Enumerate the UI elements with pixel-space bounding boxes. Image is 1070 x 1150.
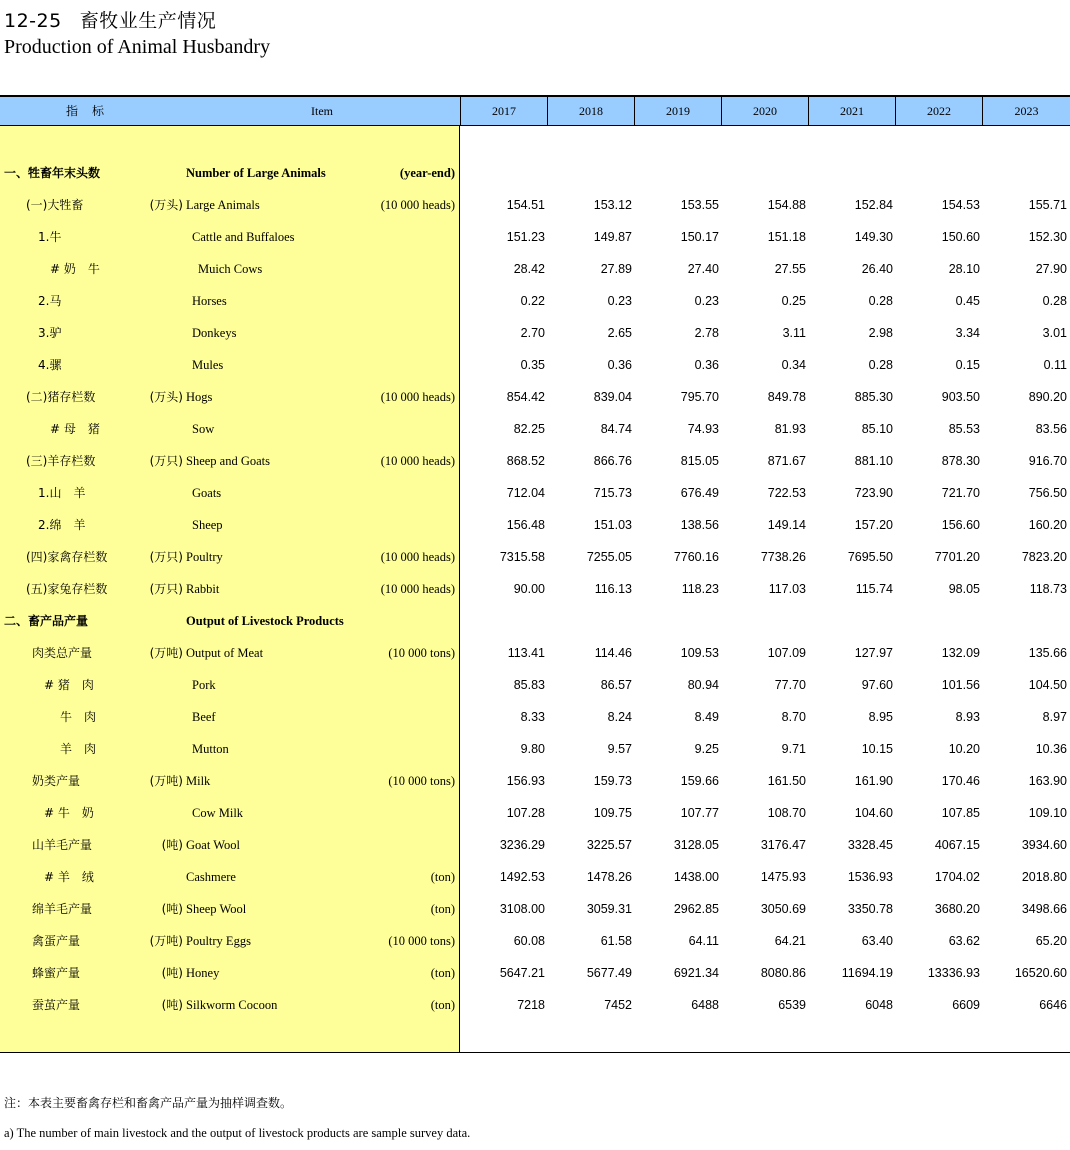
value-cell-2020: 6539 <box>778 998 806 1012</box>
value-cell-2019: 74.93 <box>687 422 719 436</box>
row-unit-en: (ton) <box>430 870 455 884</box>
row-label-en: Output of Livestock Products <box>186 614 344 628</box>
row-label-cn: # 牛 奶 <box>44 806 94 820</box>
value-cell-2020: 3176.47 <box>760 838 806 852</box>
value-cell-2020: 27.55 <box>774 262 806 276</box>
value-cell-2022: 4067.15 <box>934 838 980 852</box>
value-cell-2018: 8.24 <box>607 710 632 724</box>
value-cell-2017: 8.33 <box>520 710 545 724</box>
value-cell-2018: 114.46 <box>594 646 632 660</box>
row-unit-en: (ton) <box>430 902 455 916</box>
row-unit-en: (year-end) <box>399 166 455 180</box>
value-cell-2022: 85.53 <box>948 422 980 436</box>
table-bottom-rule <box>0 1052 1070 1053</box>
value-cell-2020: 0.25 <box>781 294 806 308</box>
value-cell-2019: 138.56 <box>680 518 719 532</box>
value-cell-2019: 0.36 <box>694 358 719 372</box>
header-year-2022: 2022 <box>895 97 982 125</box>
table-row <box>0 317 1070 349</box>
row-label-cn: 肉类总产量 <box>32 646 93 660</box>
table-row <box>0 477 1070 509</box>
row-unit-en: (10 000 tons) <box>388 646 455 660</box>
value-cell-2023: 890.20 <box>1028 390 1067 404</box>
value-cell-2022: 170.46 <box>941 774 980 788</box>
value-cell-2022: 28.10 <box>948 262 980 276</box>
value-cell-2018: 0.36 <box>607 358 632 372</box>
row-label-cn: 4.骡 <box>38 358 62 372</box>
value-cell-2019: 159.66 <box>680 774 719 788</box>
value-cell-2021: 3350.78 <box>847 902 893 916</box>
row-label-cn: (一)大牲畜 <box>26 198 84 212</box>
value-cell-2020: 1475.93 <box>760 870 806 884</box>
value-cell-2020: 154.88 <box>767 198 806 212</box>
value-cell-2017: 107.28 <box>506 806 545 820</box>
value-cell-2021: 6048 <box>865 998 893 1012</box>
value-cell-2023: 163.90 <box>1028 774 1067 788</box>
value-cell-2019: 118.23 <box>681 582 719 596</box>
value-cell-2023: 155.71 <box>1028 198 1067 212</box>
table-row <box>0 445 1070 477</box>
row-label-en: Sheep <box>192 518 223 532</box>
value-cell-2018: 3225.57 <box>586 838 632 852</box>
table-row <box>0 541 1070 573</box>
value-cell-2017: 9.80 <box>520 742 545 756</box>
value-cell-2022: 0.15 <box>955 358 980 372</box>
value-cell-2022: 1704.02 <box>934 870 980 884</box>
header-item: Item <box>184 97 460 125</box>
value-cell-2020: 161.50 <box>767 774 806 788</box>
table-row <box>0 605 1070 637</box>
row-unit-en: (10 000 heads) <box>380 454 455 468</box>
value-cell-2019: 6488 <box>691 998 719 1012</box>
header-year-2021: 2021 <box>808 97 895 125</box>
value-cell-2023: 135.66 <box>1028 646 1067 660</box>
row-label-cn: 绵羊毛产量 <box>32 902 93 916</box>
value-cell-2021: 63.40 <box>861 934 893 948</box>
value-cell-2022: 721.70 <box>941 486 980 500</box>
value-cell-2022: 154.53 <box>941 198 980 212</box>
table-row <box>0 285 1070 317</box>
table-row <box>0 829 1070 861</box>
value-cell-2022: 10.20 <box>948 742 980 756</box>
value-cell-2018: 153.12 <box>593 198 632 212</box>
value-cell-2022: 107.85 <box>941 806 980 820</box>
value-cell-2017: 868.52 <box>506 454 545 468</box>
value-cell-2017: 854.42 <box>506 390 545 404</box>
table-row <box>0 957 1070 989</box>
row-label-en: Cashmere <box>186 870 236 884</box>
value-cell-2017: 0.35 <box>520 358 545 372</box>
row-label-en: Goats <box>192 486 222 500</box>
value-cell-2023: 2018.80 <box>1021 870 1067 884</box>
value-cell-2019: 1438.00 <box>673 870 719 884</box>
table-row <box>0 637 1070 669</box>
value-cell-2018: 715.73 <box>593 486 632 500</box>
value-cell-2020: 77.70 <box>774 678 806 692</box>
value-cell-2021: 104.60 <box>854 806 893 820</box>
value-cell-2022: 6609 <box>952 998 980 1012</box>
value-cell-2021: 115.74 <box>855 582 893 596</box>
value-cell-2017: 712.04 <box>506 486 545 500</box>
value-cell-2020: 8080.86 <box>760 966 806 980</box>
row-label-en: Goat Wool <box>186 838 240 852</box>
value-cell-2023: 118.73 <box>1029 582 1067 596</box>
row-unit-en: (ton) <box>430 998 455 1012</box>
value-cell-2023: 109.10 <box>1028 806 1067 820</box>
value-cell-2021: 1536.93 <box>847 870 893 884</box>
value-cell-2017: 82.25 <box>513 422 545 436</box>
row-label-cn: 禽蛋产量 <box>32 934 81 948</box>
value-cell-2020: 849.78 <box>767 390 806 404</box>
value-cell-2022: 3680.20 <box>934 902 980 916</box>
value-cell-2021: 8.95 <box>868 710 893 724</box>
row-label-cn: 1.山 羊 <box>38 486 86 500</box>
value-cell-2021: 10.15 <box>861 742 893 756</box>
value-cell-2021: 3328.45 <box>847 838 893 852</box>
row-label-en: Muich Cows <box>198 262 263 276</box>
value-cell-2019: 80.94 <box>687 678 719 692</box>
row-label-cn: # 羊 绒 <box>44 870 94 884</box>
value-cell-2021: 161.90 <box>854 774 893 788</box>
row-unit-cn: (吨) <box>161 998 183 1012</box>
row-unit-en: (10 000 tons) <box>388 774 455 788</box>
value-cell-2019: 815.05 <box>680 454 719 468</box>
value-cell-2021: 152.84 <box>854 198 893 212</box>
value-cell-2022: 150.60 <box>941 230 980 244</box>
row-label-cn: 2.绵 羊 <box>38 518 86 532</box>
value-cell-2023: 3.01 <box>1042 326 1067 340</box>
value-cell-2018: 109.75 <box>593 806 632 820</box>
value-cell-2017: 2.70 <box>520 326 545 340</box>
value-cell-2020: 108.70 <box>767 806 806 820</box>
table-row <box>0 893 1070 925</box>
value-cell-2023: 10.36 <box>1035 742 1067 756</box>
row-unit-cn: (万吨) <box>149 934 183 948</box>
value-cell-2022: 156.60 <box>941 518 980 532</box>
value-cell-2019: 27.40 <box>687 262 719 276</box>
row-label-cn: (五)家兔存栏数 <box>26 582 108 596</box>
row-label-cn: 3.驴 <box>38 326 62 340</box>
value-cell-2019: 2.78 <box>694 326 719 340</box>
value-cell-2022: 878.30 <box>941 454 980 468</box>
value-cell-2020: 149.14 <box>767 518 806 532</box>
value-cell-2021: 26.40 <box>861 262 893 276</box>
row-label-en: Poultry Eggs <box>186 934 251 948</box>
row-label-cn: (三)羊存栏数 <box>26 454 96 468</box>
value-cell-2019: 64.11 <box>688 934 719 948</box>
value-cell-2017: 7218 <box>517 998 545 1012</box>
row-unit-en: (10 000 heads) <box>380 550 455 564</box>
value-cell-2023: 916.70 <box>1028 454 1067 468</box>
row-label-en: Hogs <box>186 390 213 404</box>
value-cell-2018: 151.03 <box>593 518 632 532</box>
value-cell-2019: 676.49 <box>680 486 719 500</box>
row-unit-en: (10 000 tons) <box>388 934 455 948</box>
table-row <box>0 797 1070 829</box>
value-cell-2021: 127.97 <box>854 646 893 660</box>
row-label-cn: 一、牲畜年末头数 <box>4 166 101 180</box>
table-row <box>0 733 1070 765</box>
row-unit-cn: (万只) <box>149 550 183 564</box>
value-cell-2020: 64.21 <box>774 934 806 948</box>
value-cell-2022: 903.50 <box>941 390 980 404</box>
value-cell-2021: 885.30 <box>854 390 893 404</box>
value-cell-2020: 7738.26 <box>760 550 806 564</box>
row-label-en: Sheep Wool <box>186 902 247 916</box>
value-cell-2023: 104.50 <box>1028 678 1067 692</box>
value-cell-2022: 3.34 <box>955 326 980 340</box>
row-label-cn: 蚕茧产量 <box>32 998 81 1012</box>
value-cell-2021: 881.10 <box>854 454 893 468</box>
row-label-cn: 蜂蜜产量 <box>32 966 81 980</box>
table-row <box>0 669 1070 701</box>
value-cell-2017: 0.22 <box>520 294 545 308</box>
table-row <box>0 573 1070 605</box>
row-label-en: Rabbit <box>186 582 220 596</box>
value-cell-2018: 7255.05 <box>586 550 632 564</box>
value-cell-2020: 3.11 <box>782 326 806 340</box>
row-label-en: Cattle and Buffaloes <box>192 230 295 244</box>
value-cell-2022: 132.09 <box>941 646 980 660</box>
value-cell-2020: 151.18 <box>767 230 806 244</box>
value-cell-2021: 85.10 <box>861 422 893 436</box>
value-cell-2017: 7315.58 <box>499 550 545 564</box>
footnote-en: a) The number of main livestock and the output of livestock products are sample survey data. <box>4 1126 471 1140</box>
row-label-en: Mutton <box>192 742 229 756</box>
value-cell-2022: 13336.93 <box>927 966 980 980</box>
value-cell-2018: 5677.49 <box>586 966 632 980</box>
value-cell-2018: 61.58 <box>600 934 632 948</box>
row-label-en: Sheep and Goats <box>186 454 271 468</box>
value-cell-2020: 0.34 <box>781 358 806 372</box>
value-cell-2019: 795.70 <box>680 390 719 404</box>
value-cell-2020: 722.53 <box>767 486 806 500</box>
table-row <box>0 509 1070 541</box>
value-cell-2023: 3498.66 <box>1021 902 1067 916</box>
value-cell-2018: 84.74 <box>600 422 632 436</box>
value-cell-2017: 151.23 <box>506 230 545 244</box>
header-year-2019: 2019 <box>634 97 721 125</box>
value-cell-2023: 160.20 <box>1028 518 1067 532</box>
value-cell-2023: 16520.60 <box>1014 966 1067 980</box>
value-cell-2022: 0.45 <box>955 294 980 308</box>
value-cell-2018: 27.89 <box>600 262 632 276</box>
table-number: 12-25 <box>4 10 62 32</box>
row-label-cn: # 奶 牛 <box>50 262 100 276</box>
row-label-en: Silkworm Cocoon <box>186 998 278 1012</box>
value-cell-2017: 113.41 <box>507 646 545 660</box>
value-cell-2020: 117.03 <box>768 582 806 596</box>
row-label-cn: 2.马 <box>38 294 62 308</box>
value-cell-2019: 153.55 <box>680 198 719 212</box>
table-row <box>0 253 1070 285</box>
value-cell-2017: 3108.00 <box>499 902 545 916</box>
value-cell-2018: 7452 <box>604 998 632 1012</box>
value-cell-2018: 3059.31 <box>586 902 632 916</box>
value-cell-2019: 9.25 <box>694 742 719 756</box>
page-title-cn <box>4 6 216 33</box>
value-cell-2023: 0.28 <box>1042 294 1067 308</box>
row-unit-en: (ton) <box>430 966 455 980</box>
row-label-en: Milk <box>186 774 211 788</box>
value-cell-2023: 8.97 <box>1042 710 1067 724</box>
value-cell-2017: 156.93 <box>506 774 545 788</box>
value-cell-2023: 152.30 <box>1028 230 1067 244</box>
value-cell-2022: 101.56 <box>941 678 980 692</box>
value-cell-2019: 6921.34 <box>673 966 719 980</box>
value-cell-2018: 116.13 <box>594 582 632 596</box>
row-label-en: Large Animals <box>186 198 260 212</box>
value-cell-2020: 3050.69 <box>760 902 806 916</box>
table-row <box>0 189 1070 221</box>
row-label-en: Cow Milk <box>192 806 244 820</box>
row-label-en: Donkeys <box>192 326 237 340</box>
row-unit-en: (10 000 heads) <box>380 582 455 596</box>
row-unit-cn: (吨) <box>161 902 183 916</box>
row-label-en: Pork <box>192 678 216 692</box>
header-year-2017: 2017 <box>460 97 547 125</box>
value-cell-2023: 27.90 <box>1035 262 1067 276</box>
row-label-cn: 羊 肉 <box>60 742 97 756</box>
row-label-cn: (二)猪存栏数 <box>26 390 96 404</box>
value-cell-2021: 11694.19 <box>841 966 893 980</box>
value-cell-2019: 150.17 <box>680 230 719 244</box>
row-label-en: Beef <box>192 710 216 724</box>
value-cell-2018: 1478.26 <box>586 870 632 884</box>
row-label-en: Sow <box>192 422 215 436</box>
row-label-cn: 二、畜产品产量 <box>4 614 89 628</box>
table-row <box>0 381 1070 413</box>
table-row <box>0 349 1070 381</box>
value-cell-2023: 3934.60 <box>1021 838 1067 852</box>
value-cell-2022: 63.62 <box>948 934 980 948</box>
value-cell-2019: 109.53 <box>680 646 719 660</box>
value-cell-2017: 154.51 <box>506 198 545 212</box>
row-unit-en: (10 000 heads) <box>380 198 455 212</box>
row-unit-cn: (万只) <box>149 454 183 468</box>
value-cell-2019: 7760.16 <box>673 550 719 564</box>
table-row <box>0 765 1070 797</box>
row-unit-cn: (万吨) <box>149 774 183 788</box>
row-label-en: Horses <box>192 294 227 308</box>
footnote-cn: 注：本表主要畜禽存栏和畜禽产品产量为抽样调查数。 <box>4 1096 293 1110</box>
header-year-2023: 2023 <box>982 97 1070 125</box>
value-cell-2023: 65.20 <box>1035 934 1067 948</box>
value-cell-2019: 0.23 <box>694 294 719 308</box>
row-label-cn: 奶类产量 <box>32 774 81 788</box>
value-cell-2023: 83.56 <box>1035 422 1067 436</box>
value-cell-2021: 0.28 <box>868 358 893 372</box>
value-cell-2017: 156.48 <box>506 518 545 532</box>
row-unit-cn: (万吨) <box>149 646 183 660</box>
title-cn-text: 畜牧业生产情况 <box>79 10 217 32</box>
page-title-en: Production of Animal Husbandry <box>4 36 271 58</box>
value-cell-2018: 159.73 <box>593 774 632 788</box>
value-cell-2023: 756.50 <box>1028 486 1067 500</box>
value-cell-2021: 0.28 <box>868 294 893 308</box>
row-label-cn: 山羊毛产量 <box>32 838 93 852</box>
value-cell-2018: 86.57 <box>600 678 632 692</box>
table-row <box>0 157 1070 189</box>
value-cell-2017: 1492.53 <box>499 870 545 884</box>
row-unit-cn: (吨) <box>161 838 183 852</box>
row-label-cn: # 母 猪 <box>50 422 100 436</box>
value-cell-2022: 8.93 <box>955 710 980 724</box>
value-cell-2021: 97.60 <box>861 678 893 692</box>
value-cell-2021: 2.98 <box>868 326 893 340</box>
header-year-2018: 2018 <box>547 97 634 125</box>
row-label-en: Output of Meat <box>186 646 264 660</box>
value-cell-2019: 2962.85 <box>673 902 719 916</box>
value-cell-2017: 28.42 <box>513 262 545 276</box>
value-cell-2023: 7823.20 <box>1021 550 1067 564</box>
value-cell-2018: 839.04 <box>593 390 632 404</box>
value-cell-2023: 6646 <box>1039 998 1067 1012</box>
value-cell-2017: 5647.21 <box>499 966 545 980</box>
value-cell-2021: 157.20 <box>854 518 893 532</box>
table-row <box>0 413 1070 445</box>
row-unit-cn: (万头) <box>149 198 183 212</box>
row-unit-cn: (吨) <box>161 966 183 980</box>
table-row <box>0 221 1070 253</box>
value-cell-2017: 3236.29 <box>499 838 545 852</box>
value-cell-2022: 98.05 <box>948 582 980 596</box>
value-cell-2018: 2.65 <box>607 326 632 340</box>
value-cell-2018: 149.87 <box>593 230 632 244</box>
value-cell-2019: 3128.05 <box>673 838 719 852</box>
row-label-en: Number of Large Animals <box>186 166 326 180</box>
value-cell-2021: 149.30 <box>854 230 893 244</box>
header-indicator: 指标 <box>0 97 184 125</box>
row-label-cn: (四)家禽存栏数 <box>26 550 108 564</box>
table-row <box>0 989 1070 1021</box>
value-cell-2017: 60.08 <box>513 934 545 948</box>
row-label-cn: 牛 肉 <box>60 710 97 724</box>
row-label-en: Honey <box>186 966 220 980</box>
value-cell-2018: 0.23 <box>607 294 632 308</box>
value-cell-2020: 8.70 <box>781 710 806 724</box>
row-unit-cn: (万头) <box>149 390 183 404</box>
value-cell-2017: 85.83 <box>513 678 545 692</box>
row-unit-en: (10 000 heads) <box>380 390 455 404</box>
value-cell-2023: 0.11 <box>1043 358 1067 372</box>
table-row <box>0 925 1070 957</box>
header-year-2020: 2020 <box>721 97 808 125</box>
row-label-en: Poultry <box>186 550 223 564</box>
table-row <box>0 701 1070 733</box>
value-cell-2021: 723.90 <box>854 486 893 500</box>
value-cell-2021: 7695.50 <box>847 550 893 564</box>
value-cell-2019: 8.49 <box>694 710 719 724</box>
value-cell-2017: 90.00 <box>513 582 545 596</box>
value-cell-2020: 81.93 <box>774 422 806 436</box>
value-cell-2022: 7701.20 <box>934 550 980 564</box>
row-label-en: Mules <box>192 358 224 372</box>
value-cell-2020: 107.09 <box>767 646 806 660</box>
row-label-cn: 1.牛 <box>38 230 62 244</box>
value-cell-2020: 9.71 <box>781 742 806 756</box>
value-cell-2018: 9.57 <box>607 742 632 756</box>
table-header <box>0 97 1070 126</box>
table-row <box>0 861 1070 893</box>
value-cell-2020: 871.67 <box>767 454 806 468</box>
row-label-cn: # 猪 肉 <box>44 678 94 692</box>
value-cell-2019: 107.77 <box>680 806 719 820</box>
row-unit-cn: (万只) <box>149 582 183 596</box>
value-cell-2018: 866.76 <box>593 454 632 468</box>
